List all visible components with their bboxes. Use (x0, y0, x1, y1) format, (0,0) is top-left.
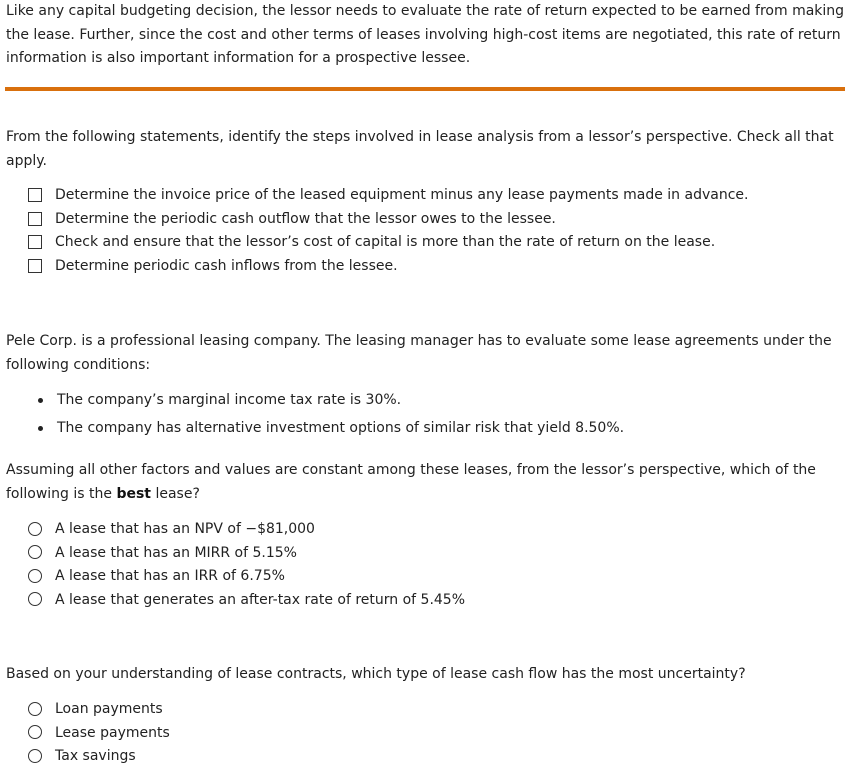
radio-icon[interactable] (28, 702, 42, 716)
checkbox-icon[interactable] (28, 212, 42, 226)
q2-scenario: Pele Corp. is a professional leasing company. The leasing manager has to evaluate some lease agreements under the following conditions: (6, 333, 832, 373)
q2-option-label: A lease that has an MIRR of 5.15% (55, 544, 297, 561)
radio-icon[interactable] (28, 522, 42, 536)
radio-icon[interactable] (28, 749, 42, 763)
radio-icon[interactable] (28, 545, 42, 559)
q3-option-label: Loan payments (55, 701, 163, 717)
intro-paragraph: Like any capital budgeting decision, the lessor needs to evaluate the rate of return expected to be earned from making the lease. Further, since the cost and other terms of leases involving high-cost items are negotiated, this rate of return information is also important information for a prospective lessee. (6, 3, 845, 66)
q1-option-label: Determine periodic cash inflows from the lessee. (55, 257, 398, 274)
radio-icon[interactable] (28, 592, 42, 606)
q2-option-label: A lease that has an NPV of −$81,000 (55, 521, 315, 537)
q3-option-label: Tax savings (55, 748, 136, 764)
checkbox-icon[interactable] (28, 235, 42, 249)
condition-text: The company has alternative investment options of similar risk that yield 8.50%. (57, 420, 625, 436)
q1-option-label: Determine the invoice price of the leased equipment minus any lease payments made in advance. (55, 187, 749, 203)
q2-prompt-after: lease? (151, 485, 200, 502)
q1-option-label: Determine the periodic cash outflow that the lessor owes to the lessee. (55, 210, 556, 227)
checkbox-icon[interactable] (28, 259, 42, 273)
q2-prompt (6, 459, 848, 506)
q1-option-label: Check and ensure that the lessor’s cost of capital is more than the rate of return on the lease. (55, 234, 716, 250)
q2-prompt-before: Assuming all other factors and values are constant among these leases, from the lessor’s perspective, which of the following is the (6, 462, 816, 502)
q2-option-label: A lease that generates an after-tax rate of return of 5.45% (55, 591, 466, 608)
q3-option-label: Lease payments (55, 724, 170, 741)
checkbox-icon[interactable] (28, 188, 42, 202)
radio-icon[interactable] (28, 725, 42, 739)
section-divider (5, 87, 845, 91)
bullet-icon (38, 426, 43, 431)
q2-prompt-emphasis: best (116, 485, 151, 502)
radio-icon[interactable] (28, 569, 42, 583)
q1-prompt: From the following statements, identify the steps involved in lease analysis from a lessor’s perspective. Check all that apply. (6, 129, 834, 169)
condition-text: The company’s marginal income tax rate is 30%. (57, 392, 402, 408)
q3-prompt: Based on your understanding of lease contracts, which type of lease cash flow has the most uncertainty? (6, 666, 746, 682)
q2-option-label: A lease that has an IRR of 6.75% (55, 568, 285, 584)
bullet-icon (38, 398, 43, 403)
